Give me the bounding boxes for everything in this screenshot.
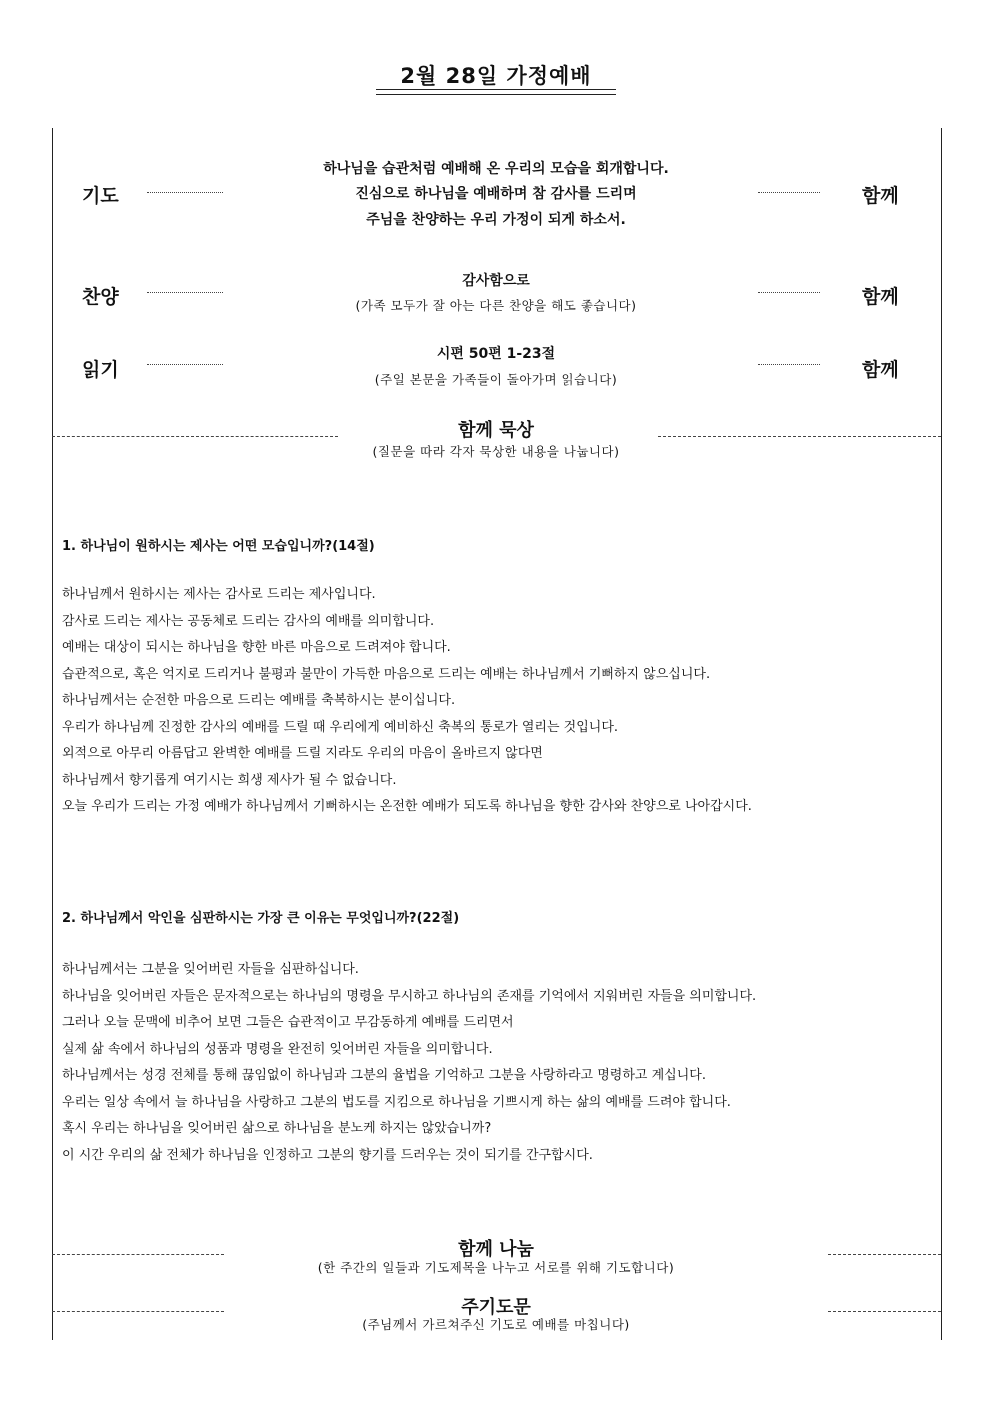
- answer-2-line: 하나님께서는 그분을 잊어버린 자들을 심판하십니다.: [62, 962, 359, 977]
- answer-1-line: 외적으로 아무리 아름답고 완벽한 예배를 드릴 지라도 우리의 마음이 올바르지 않다면: [62, 746, 543, 761]
- reading-dots-right: [758, 364, 820, 365]
- answer-2-line: 그러나 오늘 문맥에 비추어 보면 그들은 습관적이고 무감동하게 예배를 드리면서: [62, 1015, 514, 1030]
- answer-1-line: 오늘 우리가 드리는 가정 예배가 하나님께서 기뻐하시는 온전한 예배가 되도록 하나님을 향한 감사와 찬양으로 나아갑시다.: [62, 799, 752, 814]
- answer-2: [62, 957, 756, 1169]
- reading-label: 읽기: [82, 359, 119, 381]
- answer-1-line: 예배는 대상이 되시는 하나님을 향한 바른 마음으로 드려져야 합니다.: [62, 640, 451, 655]
- answer-1-line: 하나님께서 원하시는 제사는 감사로 드리는 제사입니다.: [62, 587, 376, 602]
- sharing-note: (한 주간의 일들과 기도제목을 나누고 서로를 위해 기도합니다): [317, 1260, 675, 1275]
- title-underline-double: [376, 94, 616, 95]
- question-2: 2. 하나님께서 악인을 심판하시는 가장 큰 이유는 무엇입니까?(22절): [62, 911, 460, 926]
- meditation-title: 함께 묵상: [458, 420, 534, 441]
- meditation-dash-right: [658, 436, 941, 437]
- answer-1-line: 감사로 드리는 제사는 공동체로 드리는 감사의 예배를 의미합니다.: [62, 613, 435, 629]
- sharing-title: 함께 나눔: [458, 1239, 534, 1260]
- sharing-dash-right: [828, 1254, 941, 1255]
- answer-2-line: 혹시 우리는 하나님을 잊어버린 삶으로 하나님을 분노케 하지는 않았습니까?: [62, 1121, 492, 1136]
- praise-who: 함께: [862, 286, 899, 308]
- answer-1-line: 습관적으로, 혹은 억지로 드리거나 불평과 불만이 가득한 마음으로 드리는 예배는 하나님께서 기뻐하지 않으십니다.: [62, 666, 711, 682]
- answer-2-line: 실제 삶 속에서 하나님의 성품과 명령을 완전히 잊어버린 자들을 의미합니다.: [62, 1041, 493, 1057]
- prayer-line-1: 하나님을 습관처럼 예배해 온 우리의 모습을 회개합니다.: [323, 161, 669, 177]
- answer-2-line: 우리는 일상 속에서 늘 하나님을 사랑하고 그분의 법도를 지킴으로 하나님을 기쁘시게 하는 삶의 예배를 드려야 합니다.: [62, 1094, 731, 1110]
- page-title: 2월 28일 가정예배: [400, 64, 592, 88]
- praise-label: 찬양: [82, 286, 119, 308]
- answer-1-line: 하나님께서는 순전한 마음으로 드리는 예배를 축복하시는 분이십니다.: [62, 693, 456, 708]
- meditation-note: (질문을 따라 각자 묵상한 내용을 나눕니다): [372, 444, 620, 459]
- answer-2-line: 하나님을 잊어버린 자들은 문자적으로는 하나님의 명령을 무시하고 하나님의 존재를 기억에서 지워버린 자들을 의미합니다.: [62, 988, 757, 1004]
- praise-dots-left: [147, 292, 223, 293]
- question-1: 1. 하나님이 원하시는 제사는 어떤 모습입니까?(14절): [62, 539, 375, 554]
- reading-who: 함께: [862, 359, 899, 381]
- answer-2-line: 이 시간 우리의 삶 전체가 하나님을 인정하고 그분의 향기를 드러우는 것이 되기를 간구합시다.: [62, 1147, 593, 1163]
- praise-note: (가족 모두가 잘 아는 다른 찬양을 해도 좋습니다): [355, 298, 637, 313]
- prayer-line-2: 진심으로 하나님을 예배하며 참 감사를 드리며: [355, 186, 637, 202]
- prayer-dots-right: [758, 192, 820, 193]
- reading-note: (주일 본문을 가족들이 돌아가며 읽습니다): [374, 372, 618, 387]
- prayer-who: 함께: [862, 185, 899, 207]
- praise-song: 감사함으로: [462, 273, 530, 289]
- answer-1: [62, 582, 752, 821]
- answer-1-line: 우리가 하나님께 진정한 감사의 예배를 드릴 때 우리에게 예비하신 축복의 통로가 열리는 것입니다.: [62, 719, 619, 735]
- prayer-label: 기도: [82, 185, 119, 207]
- lords-prayer-title: 주기도문: [461, 1297, 531, 1318]
- answer-2-line: 하나님께서는 성경 전체를 통해 끊임없이 하나님과 그분의 율법을 기억하고 그분을 사랑하라고 명령하고 계십니다.: [62, 1068, 706, 1083]
- title-underline: [376, 89, 616, 90]
- reading-dots-left: [147, 364, 223, 365]
- lords-prayer-dash-right: [828, 1311, 941, 1312]
- praise-dots-right: [758, 292, 820, 293]
- lords-prayer-note: (주님께서 가르쳐주신 기도로 예배를 마칩니다): [362, 1317, 630, 1332]
- prayer-line-3: 주님을 찬양하는 우리 가정이 되게 하소서.: [366, 212, 626, 228]
- reading-passage: 시편 50편 1-23절: [436, 346, 556, 362]
- answer-1-line: 하나님께서 향기롭게 여기시는 희생 제사가 될 수 없습니다.: [62, 772, 397, 788]
